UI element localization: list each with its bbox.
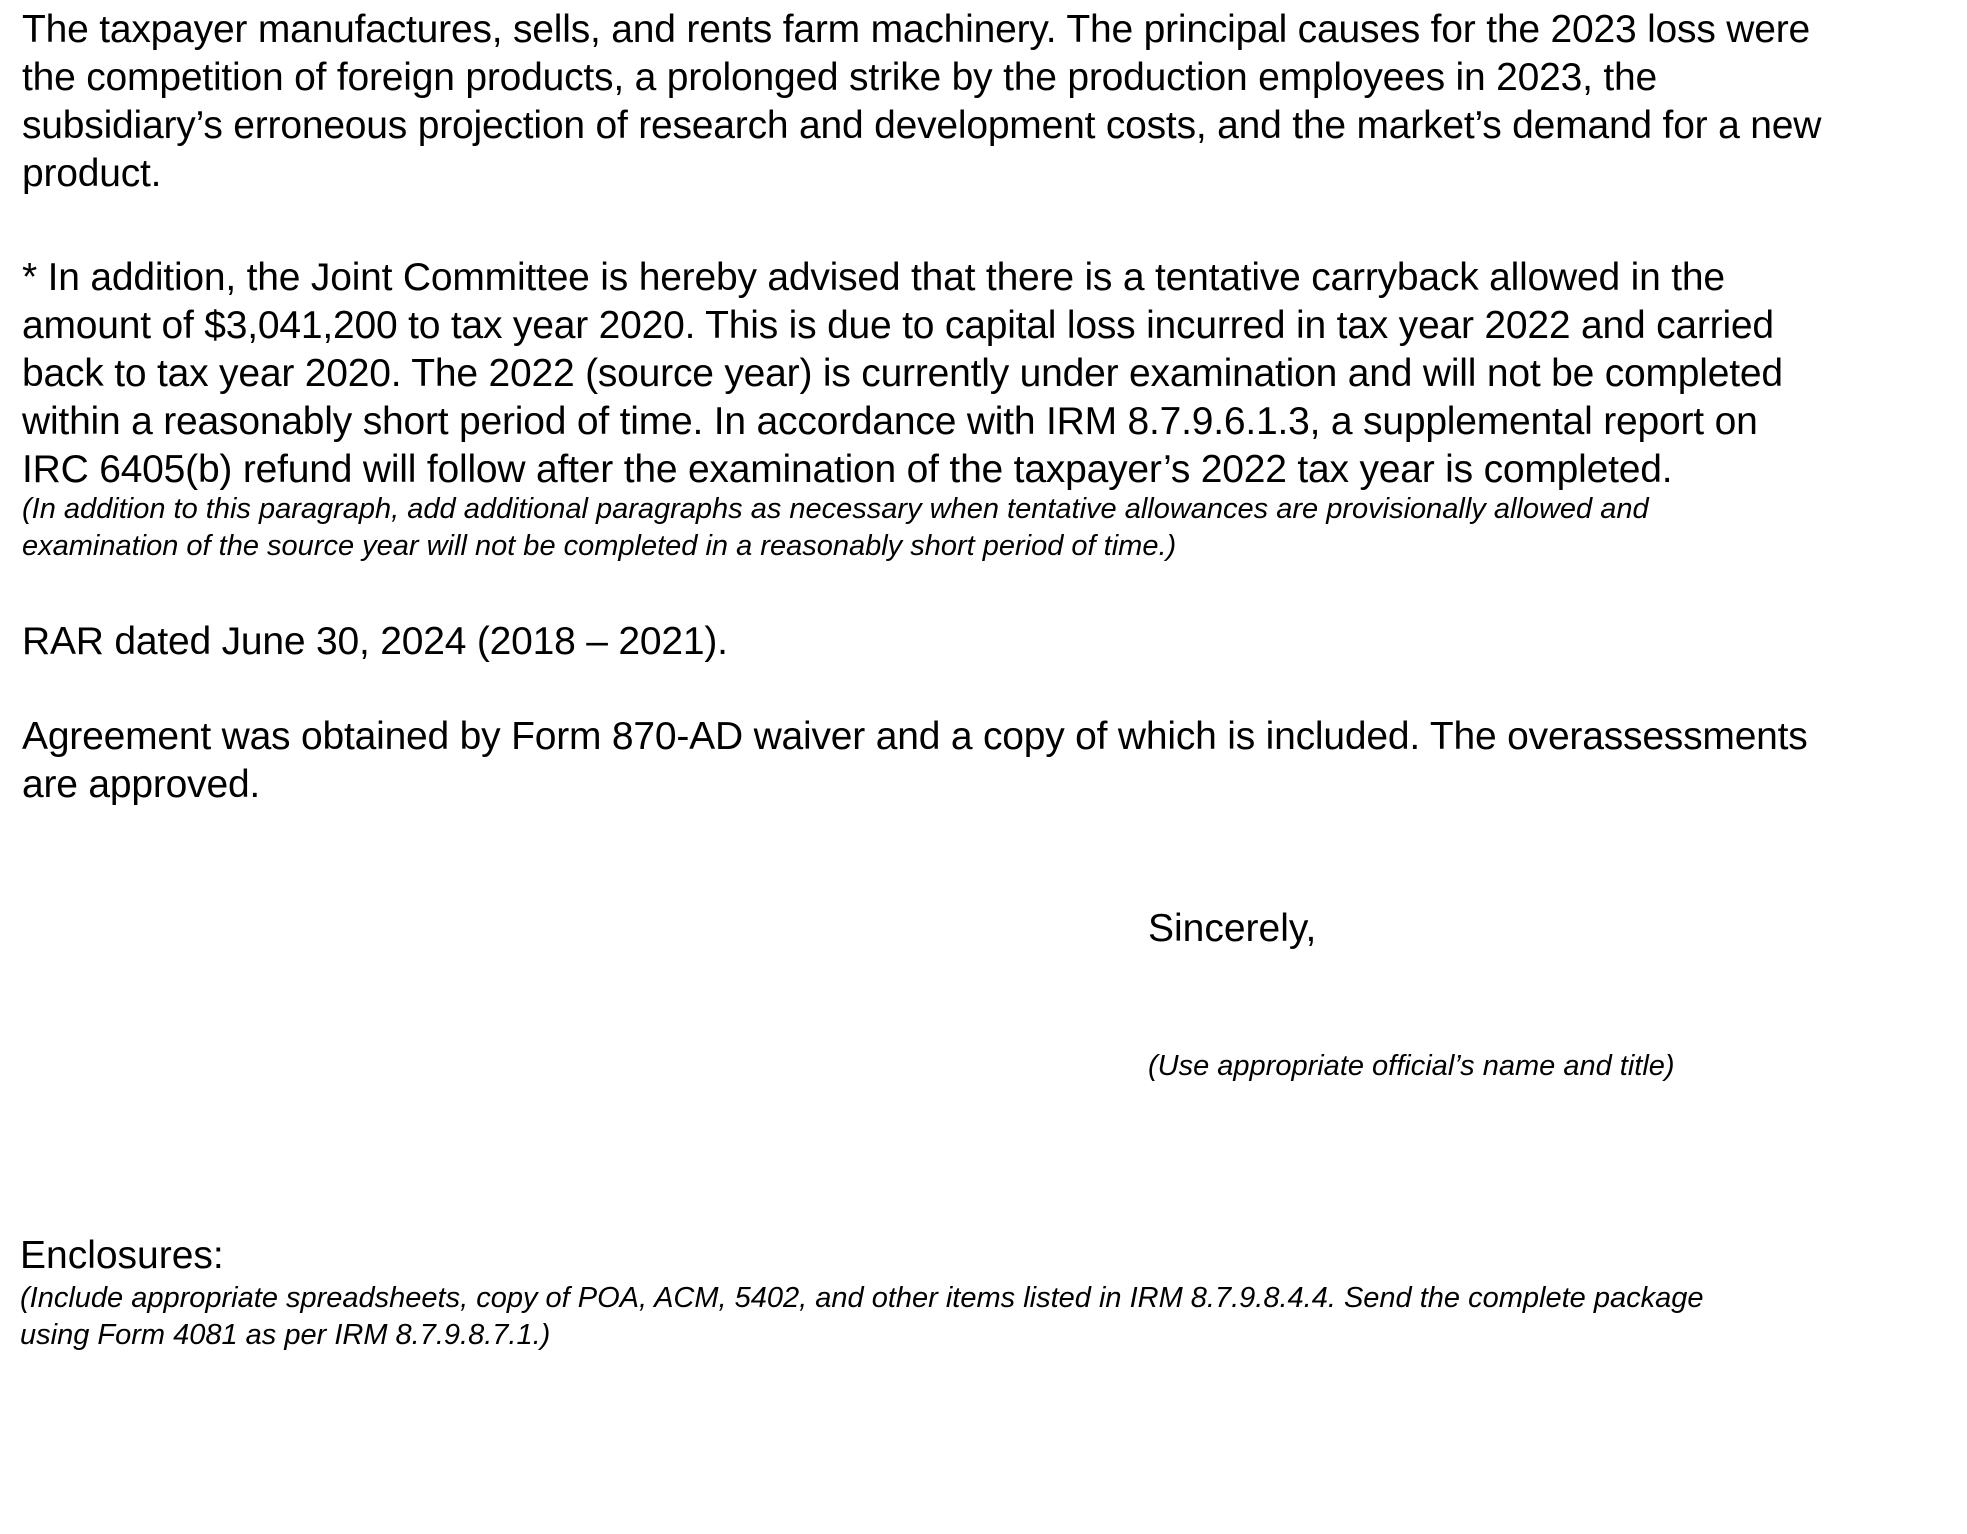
paragraph-line: the competition of foreign products, a prolonged strike by the production employees in 2023, the (22, 56, 1657, 99)
carryback-instruction-note (22, 491, 1962, 565)
intro-paragraph (22, 6, 1962, 198)
enclosures-heading: Enclosures: (20, 1234, 224, 1277)
note-line: using Form 4081 as per IRM 8.7.9.8.7.1.) (20, 1319, 551, 1351)
paragraph-line: * In addition, the Joint Committee is hereby advised that there is a tentative carryback allowed in the (22, 256, 1725, 299)
signature-instruction-note: (Use appropriate official’s name and title) (1148, 1050, 1675, 1082)
carryback-paragraph (22, 254, 1962, 494)
agreement-paragraph (22, 713, 1962, 809)
note-line: examination of the source year will not be completed in a reasonably short period of time.) (22, 530, 1177, 562)
paragraph-line: RAR dated June 30, 2024 (2018 – 2021). (22, 620, 728, 663)
paragraph-line: back to tax year 2020. The 2022 (source year) is currently under examination and will not be completed (22, 352, 1783, 395)
rar-line (22, 618, 1962, 666)
paragraph-line: subsidiary’s erroneous projection of research and development costs, and the market’s demand for a new (22, 104, 1822, 147)
paragraph-line: are approved. (22, 763, 261, 806)
signature-closing: Sincerely, (1148, 907, 1317, 950)
paragraph-line: amount of $3,041,200 to tax year 2020. This is due to capital loss incurred in tax year 2022 and carried (22, 304, 1774, 347)
paragraph-line: IRC 6405(b) refund will follow after the examination of the taxpayer’s 2022 tax year is completed. (22, 448, 1673, 491)
enclosures-instruction-note (20, 1280, 1960, 1354)
paragraph-line: within a reasonably short period of time. In accordance with IRM 8.7.9.6.1.3, a supplemental report on (22, 400, 1758, 443)
paragraph-line: product. (22, 152, 162, 195)
note-line: (Include appropriate spreadsheets, copy of POA, ACM, 5402, and other items listed in IRM 8.7.9.8.4.4. Send the complete package (20, 1282, 1704, 1314)
note-line: (In addition to this paragraph, add additional paragraphs as necessary when tentative allowances are provisionally allowed and (22, 493, 1649, 525)
paragraph-line: The taxpayer manufactures, sells, and rents farm machinery. The principal causes for the 2023 loss were (22, 8, 1810, 51)
paragraph-line: Agreement was obtained by Form 870-AD waiver and a copy of which is included. The overassessments (22, 715, 1808, 758)
